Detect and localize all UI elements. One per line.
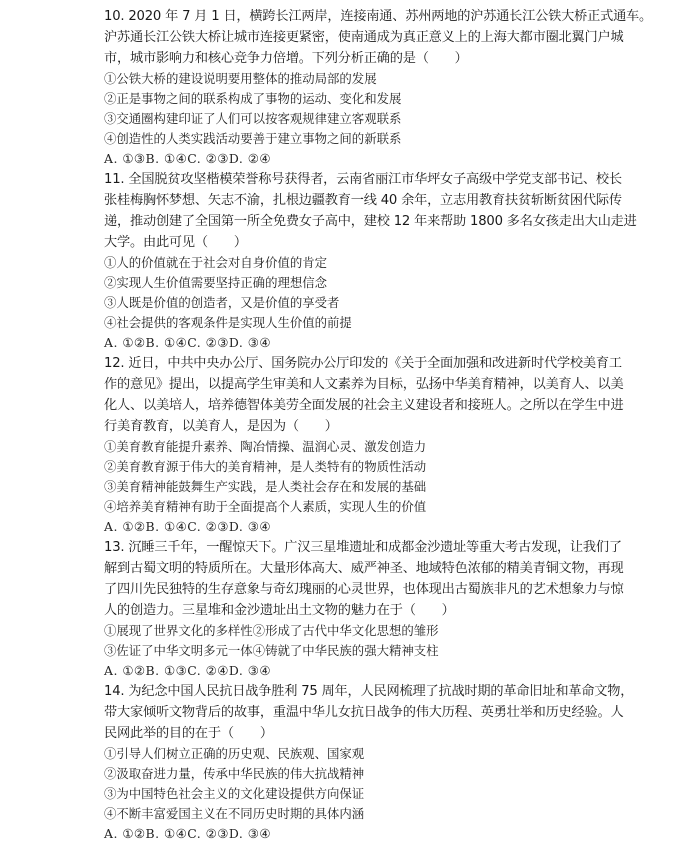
answer-choices: A. ①②B. ①④C. ②③D. ③④ [104,519,271,534]
question-stem-line: 14. 为纪念中国人民抗日战争胜利 75 周年，人民网梳理了抗战时期的革命旧址和革命文物， [104,684,634,699]
question-10 [104,6,672,169]
question-stem-line: 带大家倾听文物背后的故事，重温中华儿女抗日战争的伟大历程、英勇壮举和历史经验。人 [104,705,624,720]
statement-option: ②正是事物之间的联系构成了事物的运动、变化和发展 [104,91,402,106]
statement-option: ③佐证了中华文明多元一体④铸就了中华民族的强大精神支柱 [104,643,439,658]
question-stem-line: 民网此举的目的在于（ ） [104,726,273,741]
statement-option: ④培养美育精神有助于全面提高个人素质，实现人生的价值 [104,499,427,514]
question-stem-line: 10. 2020 年 7 月 1 日，横跨长江两岸，连接南通、苏州两地的沪苏通长江公铁大桥正式通车。 [104,9,653,24]
question-stem-line: 11. 全国脱贫攻坚楷模荣誉称号获得者，云南省丽江市华坪女子高级中学党支部书记、校长 [104,172,622,187]
answer-choices: A. ①③B. ①④C. ②③D. ②④ [104,151,271,166]
question-stem-line: 作的意见》提出，以提高学生审美和人文素养为目标，弘扬中华美育精神，以美育人、以美 [104,377,624,392]
statement-option: ①展现了世界文化的多样性②形成了古代中华文化思想的雏形 [104,623,439,638]
question-stem-line: 大学。由此可见（ ） [104,235,247,250]
question-stem-line: 解到古蜀文明的特质所在。大量形体高大、威严神圣、地域特色浓郁的精美青铜文物，再现 [104,561,624,576]
statement-option: ③人既是价值的创造者，又是价值的享受者 [104,295,340,310]
statement-option: ④创造性的人类实践活动要善于建立事物之间的新联系 [104,131,402,146]
answer-choices: A. ①②B. ①④C. ②③D. ③④ [104,335,271,350]
question-stem-line: 13. 沉睡三千年，一醒惊天下。广汉三星堆遗址和成都金沙遗址等重大考古发现，让我们了 [104,540,622,555]
question-stem-line: 12. 近日，中共中央办公厅、国务院办公厅印发的《关于全面加强和改进新时代学校美育工 [104,356,622,371]
statement-option: ②实现人生价值需要坚持正确的理想信念 [104,275,328,290]
statement-option: ③交通圈构建印证了人们可以按客观规律建立客观联系 [104,111,402,126]
statement-option: ②美育教育源于伟大的美育精神，是人类特有的物质性活动 [104,459,427,474]
statement-option: ①引导人们树立正确的历史观、民族观、国家观 [104,746,365,761]
question-stem-line: 递，推动创建了全国第一所全免费女子高中，建校 12 年来帮助 1800 多名女孩走出大山走进 [104,214,637,229]
question-11 [104,169,672,353]
statement-option: ①人的价值就在于社会对自身价值的肯定 [104,255,328,270]
statement-option: ①美育教育能提升素养、陶冶情操、温润心灵、激发创造力 [104,439,427,454]
answer-choices: A. ①②B. ①④C. ②③D. ③④ [104,826,271,841]
statement-option: ④不断丰富爱国主义在不同历史时期的具体内涵 [104,806,365,821]
question-13 [104,537,672,681]
question-stem-line: 张桂梅胸怀梦想、矢志不渝，扎根边疆教育一线 40 余年，立志用教育扶贫斩断贫困代际传 [104,193,622,208]
question-stem-line: 了四川先民独特的生存意象与奇幻瑰丽的心灵世界，也体现出古蜀族非凡的艺术想象力与惊 [104,582,624,597]
question-stem-line: 人的创造力。三星堆和金沙遗址出土文物的魅力在于（ ） [104,603,455,618]
question-12 [104,353,672,537]
statement-option: ④社会提供的客观条件是实现人生价值的前提 [104,315,352,330]
statement-option: ①公铁大桥的建设说明要用整体的推动局部的发展 [104,71,377,86]
question-stem-line: 沪苏通长江公铁大桥让城市连接更紧密，使南通成为真正意义上的上海大都市圈北翼门户城 [104,30,624,45]
statement-option: ③美育精神能鼓舞生产实践，是人类社会存在和发展的基础 [104,479,427,494]
answer-choices: A. ①②B. ①③C. ②④D. ③④ [104,663,271,678]
question-stem-line: 化人、以美培人，培养德智体美劳全面发展的社会主义建设者和接班人。之所以在学生中进 [104,398,624,413]
question-stem-line: 市，城市影响力和核心竞争力倍增。下列分析正确的是（ ） [104,51,468,66]
statement-option: ②汲取奋进力量，传承中华民族的伟大抗战精神 [104,766,365,781]
question-stem-line: 行美育教育，以美育人，是因为（ ） [104,419,338,434]
question-14 [104,681,672,844]
statement-option: ③为中国特色社会主义的文化建设提供方向保证 [104,786,365,801]
